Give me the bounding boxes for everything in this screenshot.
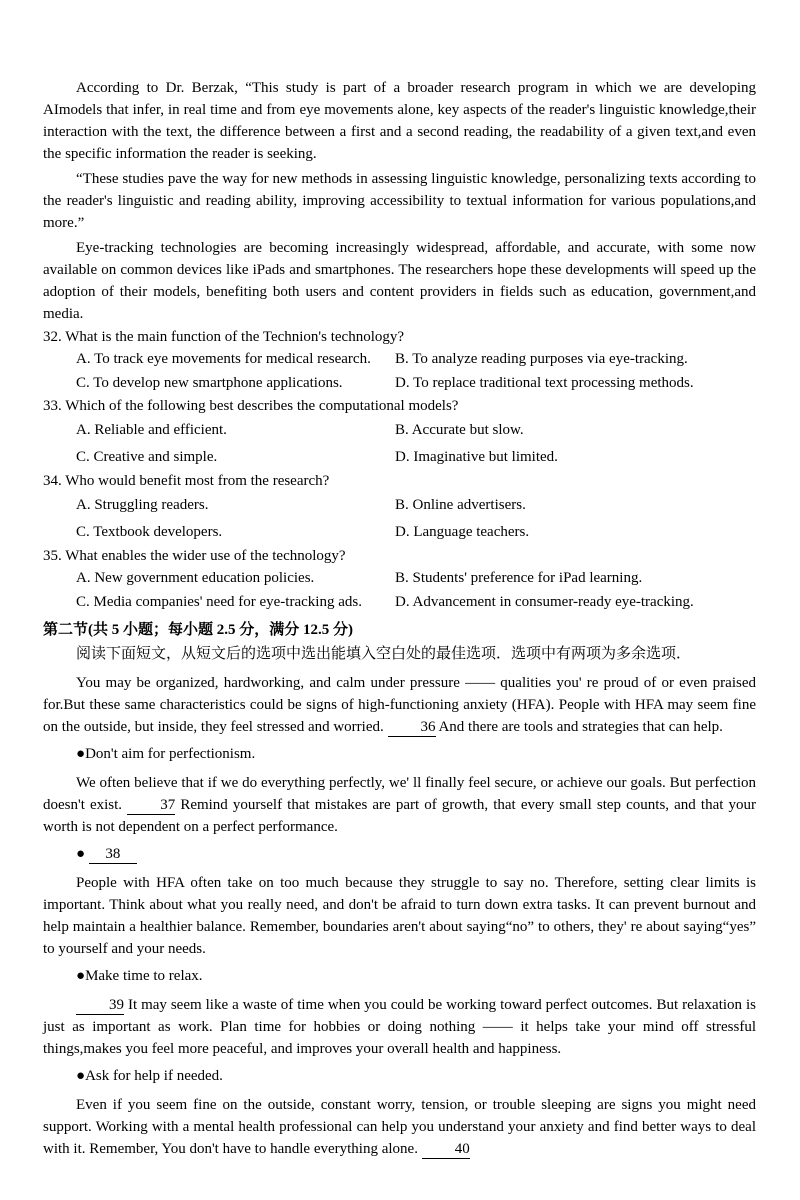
bullet-item-38	[76, 843, 756, 865]
question-35-option-b	[395, 567, 756, 589]
question-32-options	[76, 348, 756, 394]
option-text: Imaginative but limited.	[413, 449, 558, 465]
question-33	[43, 395, 756, 468]
bullet-item-perfectionism	[76, 743, 756, 765]
bullet-item-help	[76, 1065, 756, 1087]
question-34-stem	[43, 470, 756, 492]
question-34-option-d	[395, 521, 756, 543]
paragraph-text: It may seem like a waste of time when you could be working toward perfect outcomes. But relaxation is just as important as work. Plan time for hobbies or doing nothing —— it helps take your mind off stressful things,makes you feel more peaceful, and improves your overall health and happiness.	[43, 997, 756, 1057]
question-33-option-a	[76, 419, 395, 441]
question-32-option-c	[76, 372, 395, 394]
cloze-paragraph-support	[43, 1094, 756, 1160]
section-2-instruction: 阅读下面短文，从短文后的选项中选出能填入空白处的最佳选项．选项中有两项为多余选项．	[76, 646, 692, 662]
option-text: To replace traditional text processing methods.	[413, 375, 694, 391]
option-text: Struggling readers.	[94, 497, 209, 513]
option-text: Textbook developers.	[93, 524, 223, 540]
question-35-option-a	[76, 567, 395, 589]
option-label: D.	[395, 449, 410, 465]
question-35-options	[76, 567, 756, 613]
cloze-paragraph-limits: People with HFA often take on too much because they struggle to say no. Therefore, setting clear limits is important. Think about what you really need, and don't be afraid to turn down extra tasks. It can prevent burnout and help maintain a healthier balance. Remember, boundaries aren't about saying“no” to others, they' re about saying“yes” to yourself and your needs.	[43, 875, 756, 957]
paragraph-text: Even if you seem fine on the outside, constant worry, tension, or trouble sleeping are signs you might need support. Working with a mental health professional can help you understand your anxiety and find better ways to deal with it. Remember, You don't have to handle everything alone.	[43, 1097, 756, 1157]
question-32	[43, 326, 756, 394]
question-32-stem	[43, 326, 756, 348]
paragraph-text: We often believe that if we do everything perfectly, we' ll finally feel secure, or achieve our goals. But perfection doesn't exist.	[43, 775, 756, 813]
option-label: D.	[395, 524, 410, 540]
question-35-text: What enables the wider use of the technology?	[65, 548, 346, 564]
paragraph-text: Remind yourself that mistakes are part of growth, that every small step counts, and that your worth is not dependent on a perfect performance.	[43, 797, 757, 835]
option-text: New government education policies.	[94, 570, 315, 586]
question-32-option-d	[395, 372, 756, 394]
blank-36: 36	[388, 719, 436, 737]
question-34-option-a	[76, 494, 395, 516]
option-label: C.	[76, 594, 90, 610]
option-text: Accurate but slow.	[411, 422, 524, 438]
question-33-option-d	[395, 446, 756, 468]
bullet-icon: ●	[76, 746, 86, 762]
cloze-paragraph-relax	[43, 994, 756, 1060]
blank-40: 40	[422, 1141, 470, 1159]
bullet-icon: ●	[76, 1068, 86, 1084]
question-35-stem	[43, 545, 756, 567]
option-text: To develop new smartphone applications.	[93, 375, 343, 391]
blank-37: 37	[127, 797, 175, 815]
question-33-stem	[43, 395, 756, 417]
question-34-options	[76, 494, 756, 543]
question-34-text: Who would benefit most from the research?	[65, 473, 330, 489]
passage1-paragraph-2: “These studies pave the way for new methods in assessing linguistic knowledge, personalizing texts according to the reader's linguistic and reading ability, improving accessibility to textual information for various populations,and more.”	[43, 171, 756, 231]
paragraph-text: And there are tools and strategies that can help.	[438, 719, 723, 735]
passage1-paragraph-1: According to Dr. Berzak, “This study is part of a broader research program in which we are developing AImodels that infer, in real time and from eye movements alone, key aspects of the reader's linguistic knowledge,their interaction with the text, the difference between a first and a second reading, the readability of a given text,and even the specific information the reader is seeking.	[43, 80, 756, 162]
option-label: A.	[76, 497, 91, 513]
option-text: Online advertisers.	[412, 497, 526, 513]
bullet-item-relax	[76, 965, 756, 987]
option-text: Language teachers.	[413, 524, 530, 540]
question-32-option-a	[76, 348, 395, 370]
section-2-heading: 第二节(共 5 小题；每小题 2.5 分，满分 12.5 分)	[43, 622, 353, 638]
question-35-option-d	[395, 591, 756, 613]
question-34-option-b	[395, 494, 756, 516]
question-32-option-b	[395, 348, 756, 370]
option-text: Reliable and efficient.	[94, 422, 227, 438]
option-label: B.	[395, 497, 409, 513]
question-34-number: 34.	[43, 473, 62, 489]
option-text: Students' preference for iPad learning.	[412, 570, 643, 586]
option-label: C.	[76, 375, 90, 391]
cloze-paragraph-perfection	[43, 772, 756, 838]
option-label: B.	[395, 351, 409, 367]
option-label: C.	[76, 524, 90, 540]
option-label: A.	[76, 570, 91, 586]
option-label: A.	[76, 351, 91, 367]
bullet-text: Ask for help if needed.	[85, 1068, 223, 1084]
option-text: Creative and simple.	[93, 449, 218, 465]
question-32-number: 32.	[43, 329, 62, 345]
option-text: Advancement in consumer-ready eye-tracking.	[412, 594, 694, 610]
option-text: To analyze reading purposes via eye-tracking.	[412, 351, 688, 367]
cloze-paragraph-intro	[43, 672, 756, 738]
bullet-text: Make time to relax.	[85, 968, 203, 984]
question-33-options	[76, 419, 756, 468]
question-35	[43, 545, 756, 613]
blank-38: 38	[89, 846, 137, 864]
paragraph-text: You may be organized, hardworking, and calm under pressure —— qualities you' re proud of or even praised for.But these same characteristics could be signs of high-functioning anxiety (HFA). People with HFA may seem fine on the outside, but inside, they feel stressed and worried.	[43, 675, 756, 735]
bullet-icon: ●	[76, 968, 86, 984]
question-32-text: What is the main function of the Technion's technology?	[65, 329, 405, 345]
bullet-icon: ●	[76, 846, 86, 862]
option-text: Media companies' need for eye-tracking ads.	[93, 594, 362, 610]
option-label: D.	[395, 375, 410, 391]
blank-39: 39	[76, 997, 124, 1015]
question-35-option-c	[76, 591, 395, 613]
question-33-number: 33.	[43, 398, 62, 414]
option-label: B.	[395, 570, 409, 586]
option-text: To track eye movements for medical research.	[94, 351, 371, 367]
section-2	[43, 619, 756, 1160]
question-33-option-c	[76, 446, 395, 468]
option-label: A.	[76, 422, 91, 438]
question-33-option-b	[395, 419, 756, 441]
passage1-paragraph-3: Eye-tracking technologies are becoming increasingly widespread, affordable, and accurate, with some now available on common devices like iPads and smartphones. The researchers hope these developments will speed up the adoption of their models, benefiting both users and content providers in fields such as education, government,and media.	[43, 240, 756, 322]
bullet-text: Don't aim for perfectionism.	[85, 746, 256, 762]
option-label: B.	[395, 422, 409, 438]
question-33-text: Which of the following best describes the computational models?	[65, 398, 459, 414]
option-label: C.	[76, 449, 90, 465]
question-34	[43, 470, 756, 543]
question-34-option-c	[76, 521, 395, 543]
option-label: D.	[395, 594, 410, 610]
question-35-number: 35.	[43, 548, 62, 564]
